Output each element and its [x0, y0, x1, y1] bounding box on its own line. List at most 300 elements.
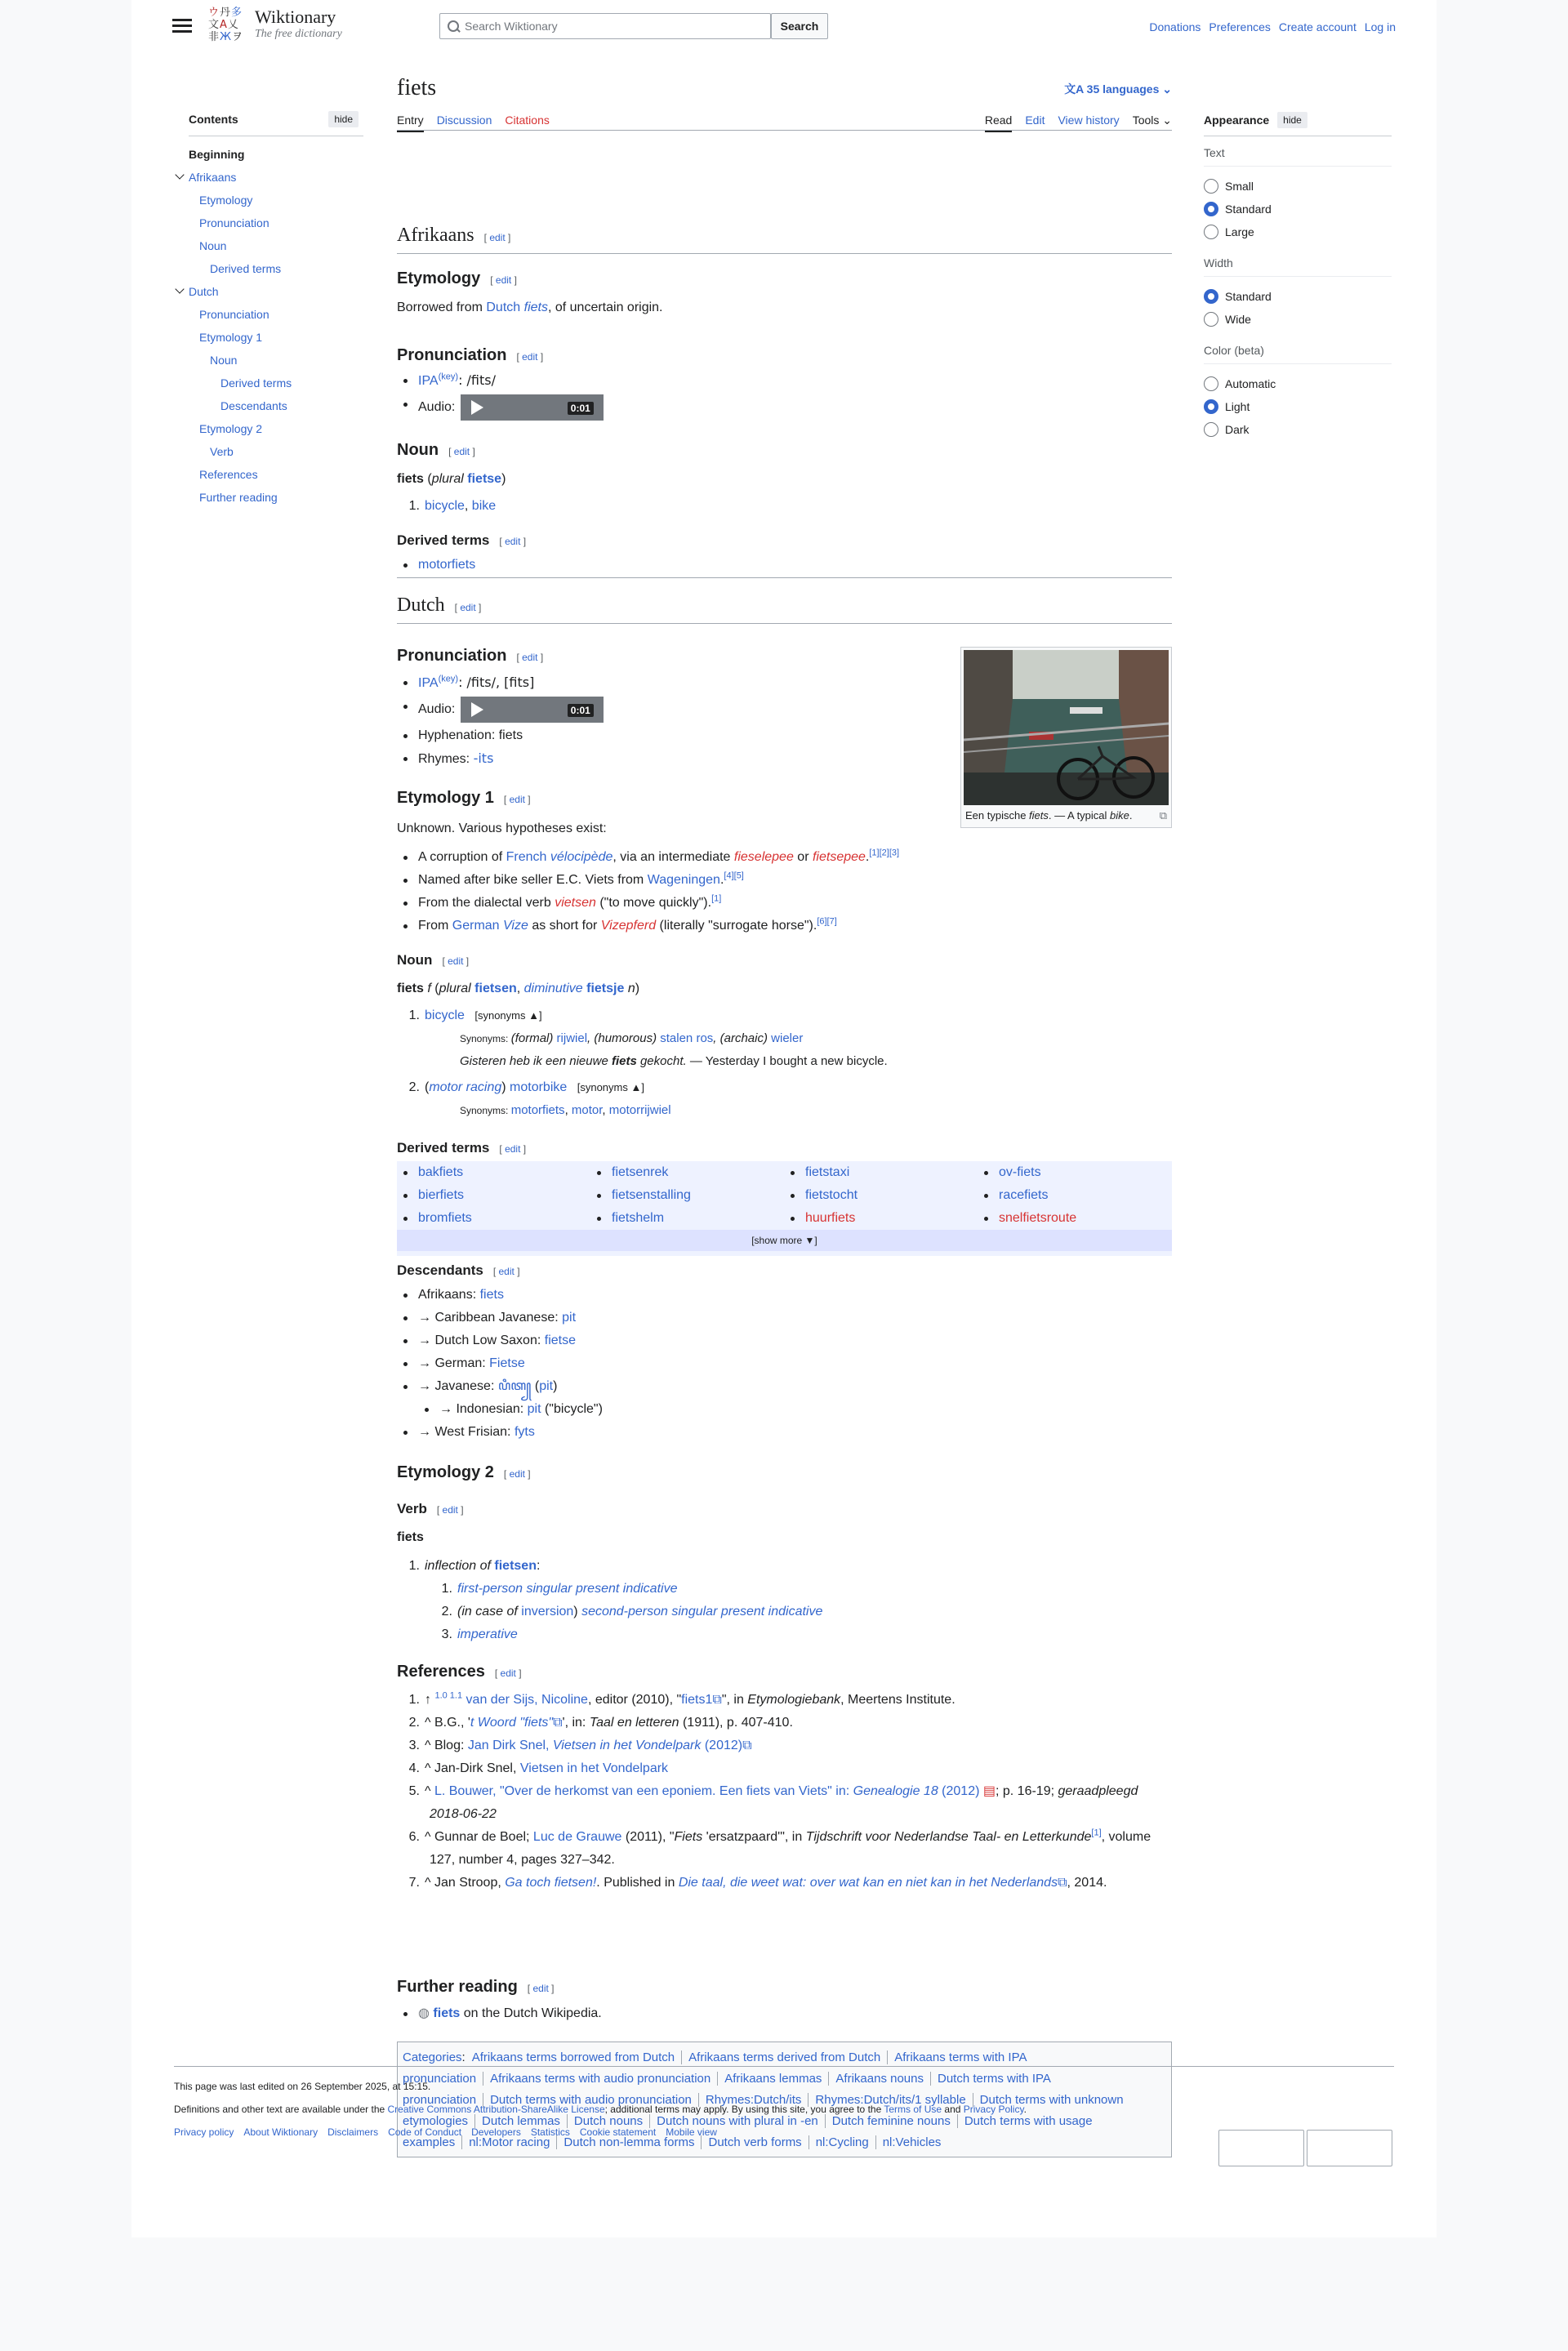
- external-link[interactable]: Ga toch fietsen!: [505, 1876, 597, 1890]
- category-link[interactable]: nl:Motor racing: [469, 2135, 550, 2149]
- list-item: From German Vize as short for Vizepferd (literally "surrogate horse").[6][7]: [397, 915, 969, 937]
- list-item: [978, 1207, 1171, 1230]
- footer-link[interactable]: Developers: [471, 2126, 521, 2138]
- list-item: Audio: 0:01: [397, 695, 604, 724]
- external-link[interactable]: Jan Dirk Snel, Vietsen in het Vondelpark (2012): [467, 1739, 743, 1752]
- af-etymology-text: Borrowed from Dutch fiets, of uncertain origin.: [397, 301, 663, 314]
- derived-term-link[interactable]: fietstocht: [805, 1188, 858, 1202]
- toc-item[interactable]: [174, 372, 363, 394]
- bicycle-link[interactable]: bicycle: [425, 499, 465, 513]
- etymology1-intro: Unknown. Various hypotheses exist:: [397, 822, 607, 835]
- color-label: Color (beta): [1204, 344, 1264, 357]
- edit-link[interactable]: edit: [489, 232, 506, 243]
- references-list: [397, 1689, 1172, 1895]
- external-link[interactable]: Die taal, die weet wat: over wat kan en niet kan in het Nederlands: [678, 1876, 1058, 1890]
- sense-item: 2. (motor racing) motorbike [synonyms ▲]: [408, 1080, 644, 1094]
- languages-count: 35 languages: [1086, 82, 1160, 96]
- chevron-down-icon: ⌄: [1159, 82, 1172, 96]
- bicycle-photo[interactable]: [964, 650, 1169, 805]
- fietse-link[interactable]: fietse: [467, 472, 502, 486]
- usage-example: Gisteren heb ik een nieuwe fiets gekocht. — Yesterday I bought a new bicycle.: [460, 1054, 888, 1068]
- citation-link[interactable]: [4][5]: [724, 870, 744, 881]
- toc-item-label[interactable]: Noun: [210, 354, 238, 367]
- descendant-link[interactable]: fiets: [479, 1288, 504, 1302]
- toc-item[interactable]: [174, 486, 363, 509]
- category-link[interactable]: Afrikaans lemmas: [724, 2072, 822, 2086]
- table-of-contents: [174, 111, 363, 509]
- category-link[interactable]: Afrikaans terms with audio pronunciation: [490, 2072, 711, 2086]
- radio-label: Automatic: [1225, 376, 1276, 390]
- toc-item-label[interactable]: Etymology: [199, 194, 253, 207]
- reference-item: 1. ↑ $^{1.0 1.1}$ van der Sijs, Nicoline, editor (2010), "fiets1⧉", in Etymologiebank, Meertens Institute.: [408, 1690, 956, 1707]
- afrikaans-heading: Afrikaans [ edit ]: [397, 223, 1172, 254]
- sense-item: 1. bicycle, bike: [408, 499, 497, 513]
- descendant-link[interactable]: pit: [562, 1311, 577, 1325]
- toc-item-label[interactable]: Etymology 1: [199, 331, 263, 344]
- categories-box: Categories: Afrikaans terms borrowed from Dutch Afrikaans terms derived from Dutch Afrikaans terms with IPA pronunciation Afrikaans terms with audio pronunciation Afrikaans lemmas Afrikaans nouns Dutch terms with IPA pronunciation Dutch terms with audio pronunciation Rhymes:Dutch/its Rhymes:Dutch/its/1 syllable Dutch terms with unknown etymologies Dutch lemmas Dutch nouns Dutch nouns with plural in -en Dutch feminine nouns Dutch terms with usage examples nl:Motor racing Dutch non-lemma forms Dutch verb forms nl:Cycling nl:Vehicles: [397, 2042, 1172, 2157]
- toc-item-label[interactable]: Further reading: [199, 491, 278, 504]
- category-link[interactable]: Dutch terms with audio pronunciation: [490, 2093, 692, 2107]
- descendants-list: [397, 1284, 969, 1444]
- image-caption: Een typische fiets. — A typical bike. ⧉: [965, 809, 1167, 822]
- af-noun-heading: Noun [ edit ]: [397, 441, 475, 459]
- appearance-panel: [1204, 111, 1392, 452]
- tab-view-history[interactable]: View history: [1058, 114, 1120, 127]
- derived-term-link[interactable]: fietsenstalling: [612, 1188, 691, 1202]
- text-size-option[interactable]: [1204, 220, 1392, 243]
- edit-link[interactable]: edit: [460, 602, 476, 613]
- wiktionary-logo-icon[interactable]: ウ丹多 文A乂 非Жヲ: [208, 7, 244, 43]
- bike-link[interactable]: bike: [471, 499, 497, 513]
- list-item: [784, 1161, 978, 1184]
- toc-item-label[interactable]: Verb: [210, 445, 234, 458]
- radio-label: Standard: [1225, 289, 1272, 303]
- external-link[interactable]: t Woord "fiets": [470, 1716, 554, 1730]
- descendant-item: → Dutch Low Saxon: fietse: [397, 1329, 969, 1352]
- descendant-link[interactable]: fyts: [514, 1425, 535, 1439]
- reference-item: 2. ^ B.G., 't Woord "fiets"⧉', in: Taal en letteren (1911), p. 407-410.: [408, 1716, 793, 1730]
- toc-item[interactable]: [174, 417, 363, 440]
- page-tabs: [397, 105, 1172, 131]
- derived-column: [397, 1161, 590, 1230]
- derived-column: [784, 1161, 978, 1230]
- list-item: [590, 1161, 784, 1184]
- fietsen-link[interactable]: fietsen: [494, 1559, 537, 1573]
- descendant-link[interactable]: Fietse: [489, 1356, 525, 1370]
- toc-item-label[interactable]: Derived terms: [220, 376, 292, 390]
- translate-icon: 文A: [1064, 82, 1087, 96]
- verb-headword: fiets: [397, 1530, 424, 1544]
- nl-pronunciation-list: [397, 671, 604, 771]
- wikipedia-link[interactable]: fiets: [433, 2006, 461, 2020]
- rijwiel-link[interactable]: rijwiel: [556, 1031, 588, 1045]
- footer-link[interactable]: Code of Conduct: [388, 2126, 462, 2138]
- vietsen-link[interactable]: vietsen: [555, 896, 596, 910]
- radio-label: Small: [1225, 179, 1254, 193]
- nl-etymology2-heading: Etymology 2 [ edit ]: [397, 1463, 531, 1481]
- edit-link[interactable]: edit: [498, 1266, 514, 1277]
- toc-item[interactable]: [174, 166, 363, 189]
- license-link[interactable]: Creative Commons Attribution-ShareAlike License: [387, 2104, 605, 2115]
- derived-term-link[interactable]: snelfietsroute: [999, 1211, 1077, 1225]
- references-heading: References [ edit ]: [397, 1663, 522, 1681]
- mediawiki-badge[interactable]: [1307, 2130, 1392, 2166]
- languages-button[interactable]: [1064, 80, 1172, 98]
- author-link[interactable]: van der Sijs, Nicoline: [466, 1693, 588, 1707]
- derived-term-link[interactable]: fietshelm: [612, 1211, 665, 1225]
- category-link[interactable]: Dutch nouns: [573, 2114, 644, 2128]
- nl-etymology1-heading: Etymology 1 [ edit ]: [397, 789, 531, 807]
- derived-term-link[interactable]: bierfiets: [418, 1188, 465, 1202]
- enlarge-icon[interactable]: ⧉: [1159, 809, 1167, 822]
- toc-item[interactable]: [174, 394, 363, 417]
- footer-link[interactable]: Disclaimers: [327, 2126, 379, 2138]
- page-footer: [174, 2066, 1394, 2140]
- fietsen-link[interactable]: fietsen: [474, 982, 517, 995]
- toc-item-label[interactable]: Descendants: [220, 399, 287, 412]
- author-link[interactable]: Luc de Grauwe: [532, 1830, 622, 1844]
- toc-item-label[interactable]: Etymology 2: [199, 422, 263, 435]
- list-item: A corruption of French vélocipède, via an intermediate fieselepee or fietsepee.[1][2][3]: [397, 846, 969, 869]
- terms-link[interactable]: Terms of Use: [884, 2104, 942, 2115]
- reference-item: 4. ^ Jan-Dirk Snel, Vietsen in het Vondelpark: [408, 1761, 669, 1775]
- citation-link[interactable]: [6][7]: [817, 916, 837, 927]
- category-link[interactable]: Dutch verb forms: [708, 2135, 802, 2149]
- radio-label: Standard: [1225, 202, 1272, 216]
- fieselepee-link[interactable]: fieselepee: [733, 850, 794, 864]
- toc-list: [174, 143, 363, 509]
- pdf-icon: ▤: [982, 1784, 996, 1798]
- radio-label: Wide: [1225, 312, 1251, 326]
- list-item: Named after bike seller E.C. Viets from Wageningen.[4][5]: [397, 869, 969, 892]
- appearance-hide-button[interactable]: hide: [1277, 112, 1307, 128]
- footer-link[interactable]: Mobile view: [666, 2126, 717, 2138]
- citation-link[interactable]: [1]: [711, 893, 722, 904]
- german-link[interactable]: German: [452, 919, 500, 933]
- radio-button[interactable]: [1204, 202, 1218, 216]
- radio-button[interactable]: [1204, 399, 1218, 414]
- category-link[interactable]: Rhymes:Dutch/its: [705, 2093, 802, 2107]
- create-account-link[interactable]: Create account: [1278, 20, 1356, 33]
- toc-title: Contents: [189, 113, 238, 126]
- category-link[interactable]: Rhymes:Dutch/its/1 syllable: [815, 2093, 966, 2107]
- edit-link[interactable]: edit: [505, 1143, 521, 1155]
- edit-link[interactable]: edit: [505, 536, 521, 547]
- ipa-key-link[interactable]: (key): [438, 372, 459, 382]
- external-link[interactable]: fiets1: [681, 1693, 713, 1707]
- donations-link[interactable]: Donations: [1149, 20, 1201, 33]
- reference-item: 7. ^ Jan Stroop, Ga toch fietsen!. Published in Die taal, die weet wat: over wat kan en niet kan in het Nederlands⧉, 2014.: [408, 1876, 1107, 1890]
- derived-term-link[interactable]: fietsenrek: [612, 1165, 669, 1179]
- synonyms-line: Synonyms: (formal) rijwiel, (humorous) stalen ros, (archaic) wieler: [460, 1031, 804, 1045]
- derived-term-link[interactable]: bakfiets: [418, 1165, 464, 1179]
- fietsepee-link[interactable]: fietsepee: [812, 850, 866, 864]
- toc-item[interactable]: [174, 280, 363, 303]
- diminutive-link[interactable]: diminutive: [523, 982, 583, 995]
- further-reading-list: [397, 2002, 602, 2025]
- derived-column: [590, 1161, 784, 1230]
- verb-form-link[interactable]: imperative: [457, 1627, 518, 1641]
- list-item: [784, 1207, 978, 1230]
- list-item: Audio: 0:01: [397, 393, 604, 422]
- rhymes-link[interactable]: -its: [473, 750, 494, 766]
- last-edited: This page was last edited on 26 September 2025, at 15:15.: [174, 2081, 431, 2092]
- toc-item[interactable]: [174, 189, 363, 212]
- motorrijwiel-link[interactable]: motorrijwiel: [608, 1103, 671, 1117]
- ipa-key-link[interactable]: (key): [438, 674, 459, 684]
- edit-link[interactable]: edit: [448, 955, 464, 967]
- list-item: From the dialectal verb vietsen ("to move quickly").[1]: [397, 892, 969, 915]
- audio-duration: 0:01: [568, 402, 594, 415]
- wikipedia-icon: ◍: [418, 2006, 430, 2020]
- derived-term-link[interactable]: ov-fiets: [999, 1165, 1041, 1179]
- verb-form-item: 2. (in case of inversion) second-person singular present indicative: [441, 1605, 823, 1619]
- ipa-link[interactable]: IPA: [418, 374, 439, 388]
- search-icon: [440, 14, 465, 38]
- list-item: [978, 1184, 1171, 1207]
- radio-button[interactable]: [1204, 312, 1218, 327]
- tools-menu[interactable]: Tools ⌄: [1132, 114, 1172, 127]
- toc-item-label[interactable]: Pronunciation: [199, 216, 270, 229]
- category-link[interactable]: Dutch non-lemma forms: [564, 2135, 695, 2149]
- toc-item[interactable]: [174, 326, 363, 349]
- play-icon[interactable]: [471, 400, 483, 415]
- derived-term-link[interactable]: huurfiets: [805, 1211, 856, 1225]
- license-text: Definitions and other text are available under the Creative Commons Attribution-ShareAlike License; additional terms may apply. By using this site, you agree to the Terms of Use and Privacy Policy.: [174, 2104, 1027, 2115]
- category-link[interactable]: Dutch terms with IPA pronunciation: [403, 2072, 1051, 2107]
- footer-link[interactable]: Cookie statement: [579, 2126, 657, 2138]
- edit-link[interactable]: edit: [453, 446, 470, 457]
- edit-link[interactable]: edit: [495, 274, 512, 286]
- toc-hide-button[interactable]: hide: [328, 111, 359, 127]
- edit-link[interactable]: edit: [522, 351, 538, 363]
- privacy-link[interactable]: Privacy Policy: [963, 2104, 1024, 2115]
- synonyms-toggle[interactable]: [synonyms ▲]: [474, 1009, 542, 1022]
- descendant-item: → West Frisian: fyts: [397, 1421, 969, 1444]
- af-pronunciation-heading: Pronunciation [ edit ]: [397, 346, 544, 364]
- list-item: [978, 1161, 1171, 1184]
- width-group: [1204, 255, 1392, 331]
- search-button[interactable]: Search: [771, 13, 828, 39]
- show-more-button[interactable]: [show more ▼]: [397, 1230, 1172, 1251]
- wieler-link[interactable]: wieler: [771, 1031, 804, 1045]
- af-derived-heading: Derived terms [ edit ]: [397, 532, 527, 548]
- toc-item-label[interactable]: Pronunciation: [199, 308, 270, 321]
- text-size-option[interactable]: [1204, 198, 1392, 220]
- category-item: [681, 2050, 887, 2064]
- external-link[interactable]: Vietsen in het Vondelpark: [519, 1761, 669, 1775]
- motorbike-link[interactable]: motorbike: [510, 1080, 568, 1094]
- footer-link[interactable]: Statistics: [530, 2126, 570, 2138]
- category-link[interactable]: Dutch feminine nouns: [831, 2114, 951, 2128]
- descendant-item: → Indonesian: pit ("bicycle"): [418, 1398, 969, 1421]
- descendant-link[interactable]: pit: [527, 1402, 541, 1416]
- nl-headword-line: fiets f (plural fietsen, diminutive fietsje n): [397, 982, 640, 995]
- toc-item[interactable]: [174, 349, 363, 372]
- descendant-link[interactable]: fietse: [544, 1334, 576, 1347]
- motor-link[interactable]: motor: [571, 1103, 603, 1117]
- tab-read[interactable]: Read: [985, 111, 1012, 132]
- toc-item[interactable]: [174, 257, 363, 280]
- reference-item: 3. ^ Blog: Jan Dirk Snel, Vietsen in het Vondelpark (2012)⧉: [408, 1739, 752, 1752]
- category-link[interactable]: Afrikaans terms borrowed from Dutch: [471, 2050, 675, 2064]
- chevron-down-icon[interactable]: [175, 170, 184, 179]
- derived-term-link[interactable]: bromfiets: [418, 1211, 472, 1225]
- french-link[interactable]: French: [506, 850, 547, 864]
- site-header: [172, 0, 1396, 52]
- derived-terms-box: [397, 1161, 1172, 1256]
- site-tagline: The free dictionary: [255, 28, 342, 40]
- footer-link[interactable]: Privacy policy: [174, 2126, 234, 2138]
- color-option[interactable]: [1204, 372, 1392, 395]
- main-menu-icon[interactable]: [172, 16, 192, 36]
- chevron-down-icon[interactable]: [175, 284, 184, 293]
- verb-form-link[interactable]: first-person singular present indicative: [457, 1582, 678, 1596]
- list-item: [397, 1161, 590, 1184]
- width-option[interactable]: [1204, 308, 1392, 331]
- toc-item-label[interactable]: References: [199, 468, 258, 481]
- ipa-link[interactable]: IPA: [418, 676, 439, 690]
- nl-noun-heading: Noun [ edit ]: [397, 952, 470, 968]
- reference-item: 5. ^ L. Bouwer, "Over de herkomst van een eponiem. Een fiets van Viets" in: Genealogie 18 (2012) ▤; p. 16-19; geraadpleegd 2018-06-22: [408, 1784, 1138, 1821]
- external-link[interactable]: [1]: [1091, 1828, 1102, 1838]
- descendant-link[interactable]: ꦥꦶꦠ꧀: [497, 1379, 532, 1393]
- width-option[interactable]: [1204, 285, 1392, 308]
- tab-entry[interactable]: Entry: [397, 111, 424, 132]
- preferences-link[interactable]: Preferences: [1209, 20, 1271, 33]
- sense-item: 1. bicycle [synonyms ▲]: [408, 1009, 542, 1022]
- text-size-group: [1204, 145, 1392, 243]
- color-option[interactable]: [1204, 395, 1392, 418]
- verb-form-link[interactable]: second-person singular present indicative: [581, 1605, 823, 1619]
- radio-button[interactable]: [1204, 289, 1218, 304]
- motorfiets-link[interactable]: motorfiets: [418, 558, 476, 572]
- derived-term-link[interactable]: fietstaxi: [805, 1165, 850, 1179]
- toc-item-label[interactable]: Afrikaans: [189, 171, 237, 184]
- edit-link[interactable]: edit: [509, 1468, 525, 1480]
- play-icon[interactable]: [471, 702, 483, 717]
- dutch-heading: Dutch [ edit ]: [397, 577, 1172, 624]
- edit-link[interactable]: edit: [532, 1983, 549, 1994]
- audio-player[interactable]: [461, 394, 604, 421]
- synonyms-toggle[interactable]: [synonyms ▲]: [577, 1081, 644, 1093]
- toc-item-label[interactable]: Beginning: [189, 148, 245, 161]
- category-link[interactable]: Dutch nouns with plural in -en: [657, 2114, 818, 2128]
- derived-term-link[interactable]: racefiets: [999, 1188, 1049, 1202]
- citation-link[interactable]: [1][2][3]: [869, 848, 900, 858]
- radio-button[interactable]: [1204, 376, 1218, 391]
- af-senses: [397, 495, 496, 518]
- dutch-link[interactable]: Dutch: [486, 301, 521, 314]
- edit-link[interactable]: edit: [522, 652, 538, 663]
- tab-discussion[interactable]: Discussion: [436, 114, 492, 127]
- bicycle-link[interactable]: bicycle: [425, 1009, 465, 1022]
- site-wordmark[interactable]: [255, 7, 342, 41]
- toc-item[interactable]: [174, 212, 363, 234]
- toc-item-label[interactable]: Dutch: [189, 285, 219, 298]
- category-link[interactable]: nl:Cycling: [815, 2135, 869, 2149]
- inversion-link[interactable]: inversion: [521, 1605, 574, 1619]
- category-link[interactable]: Dutch lemmas: [482, 2114, 560, 2128]
- categories-label[interactable]: Categories: [403, 2050, 462, 2064]
- radio-button[interactable]: [1204, 422, 1218, 437]
- velocipede-link[interactable]: vélocipède: [550, 850, 613, 864]
- tab-edit[interactable]: Edit: [1025, 114, 1045, 127]
- toc-item[interactable]: [174, 143, 363, 166]
- category-link[interactable]: Afrikaans terms derived from Dutch: [688, 2050, 881, 2064]
- footer-link[interactable]: About Wiktionary: [243, 2126, 318, 2138]
- color-option[interactable]: [1204, 418, 1392, 441]
- search-box[interactable]: [439, 13, 771, 39]
- wikimedia-badge[interactable]: [1218, 2130, 1304, 2166]
- user-links: [1149, 18, 1396, 36]
- backlink[interactable]: 1.0 1.1: [434, 1690, 463, 1701]
- category-link[interactable]: Dutch terms with usage examples: [403, 2114, 1093, 2149]
- nl-pronunciation-heading: Pronunciation [ edit ]: [397, 647, 544, 665]
- external-link-icon: ⧉: [712, 1693, 722, 1707]
- af-headword-line: fiets (plural fietse): [397, 472, 506, 486]
- motor-racing-link[interactable]: motor racing: [429, 1080, 502, 1094]
- list-item: Rhymes: -its: [397, 747, 604, 771]
- search-input[interactable]: [465, 20, 759, 33]
- radio-button[interactable]: [1204, 225, 1218, 239]
- category-link[interactable]: Afrikaans terms with IPA pronunciation: [403, 2050, 1027, 2086]
- descendant-item: → German: Fietse: [397, 1352, 969, 1375]
- descendant-item: → Javanese: ꦥꦶꦠ꧀ (pit): [397, 1375, 969, 1398]
- toc-item[interactable]: [174, 440, 363, 463]
- toc-item[interactable]: [174, 463, 363, 486]
- tab-citations[interactable]: Citations: [505, 114, 550, 127]
- toc-item[interactable]: [174, 303, 363, 326]
- audio-player[interactable]: [461, 697, 604, 723]
- descendant-item: → Caribbean Javanese: pit: [397, 1307, 969, 1329]
- nl-descendants-heading: Descendants [ edit ]: [397, 1262, 520, 1278]
- login-link[interactable]: Log in: [1364, 20, 1396, 33]
- category-link[interactable]: Afrikaans nouns: [835, 2072, 924, 2086]
- edit-link[interactable]: edit: [500, 1668, 516, 1679]
- vize-link[interactable]: Vize: [503, 919, 528, 933]
- external-link-icon: ⧉: [1058, 1876, 1067, 1890]
- toc-item[interactable]: [174, 234, 363, 257]
- external-link[interactable]: L. Bouwer, "Over de herkomst van een eponiem. Een fiets van Viets" in: Genealogie 18 (2012): [434, 1784, 980, 1798]
- external-link-icon: ⧉: [553, 1716, 563, 1730]
- descendant-translit-link[interactable]: pit: [539, 1379, 554, 1393]
- fiets-link[interactable]: fiets: [523, 301, 548, 314]
- wageningen-link[interactable]: Wageningen: [647, 873, 720, 887]
- radio-button[interactable]: [1204, 179, 1218, 194]
- verb-form-item: 3. imperative: [441, 1627, 518, 1641]
- list-item: $IPA^{(key)}$: /fits/: [397, 369, 604, 393]
- further-reading-heading: Further reading [ edit ]: [397, 1978, 555, 1996]
- site-name[interactable]: Wiktionary: [255, 7, 336, 27]
- edit-link[interactable]: edit: [509, 794, 525, 805]
- toc-item-label[interactable]: Noun: [199, 239, 227, 252]
- edit-link[interactable]: edit: [442, 1504, 458, 1516]
- fietsje-link[interactable]: fietsje: [586, 982, 625, 995]
- af-pronunciation-list: [397, 369, 604, 422]
- toc-item-label[interactable]: Derived terms: [210, 262, 282, 275]
- list-item: [784, 1184, 978, 1207]
- text-size-option[interactable]: [1204, 175, 1392, 198]
- descendant-item: Afrikaans: fiets: [397, 1284, 969, 1307]
- sense-item: 1. inflection of fietsen:: [408, 1559, 541, 1573]
- vizepferd-link[interactable]: Vizepferd: [600, 919, 657, 933]
- motorfiets-link[interactable]: motorfiets: [510, 1103, 565, 1117]
- synonyms-line: Synonyms: motorfiets, motor, motorrijwiel: [460, 1103, 671, 1117]
- category-link[interactable]: nl:Vehicles: [882, 2135, 942, 2149]
- category-link[interactable]: Dutch terms with unknown etymologies: [403, 2093, 1124, 2128]
- stalen-ros-link[interactable]: stalen ros: [660, 1031, 714, 1045]
